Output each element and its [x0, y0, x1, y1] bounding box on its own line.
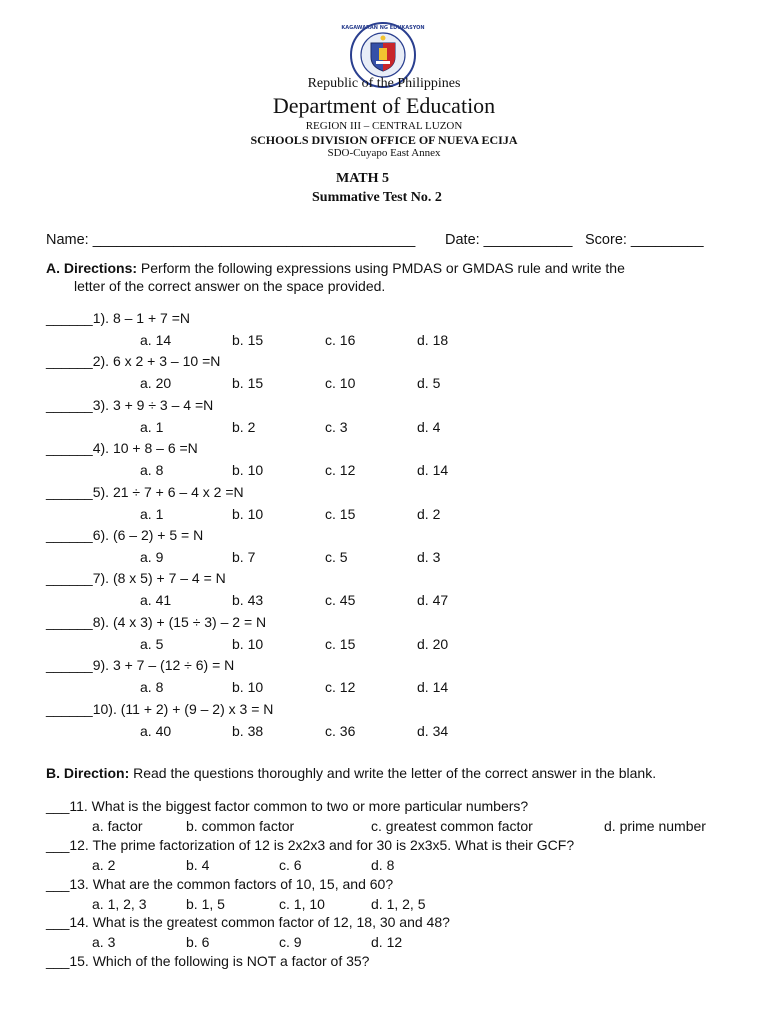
question-5-option-b: b. 10 — [232, 505, 264, 522]
question-10-option-b: b. 38 — [232, 722, 264, 739]
question-7[interactable]: ______7). (8 x 5) + 7 – 4 = N — [46, 570, 226, 587]
question-8-option-d: d. 20 — [417, 635, 449, 652]
question-12-option-a: a. 2 — [92, 856, 116, 873]
question-7-option-c: c. 45 — [325, 592, 356, 609]
question-12-option-c: c. 6 — [279, 856, 302, 873]
section-b-label: B. Direction: — [46, 765, 130, 781]
question-8-option-a: a. 5 — [140, 635, 164, 652]
question-12-option-d: d. 8 — [371, 856, 395, 873]
question-2-option-c: c. 10 — [325, 375, 356, 392]
question-11-option-b: b. common factor — [186, 818, 295, 834]
question-10[interactable]: ______10). (11 + 2) + (9 – 2) x 3 = N — [46, 700, 274, 717]
question-13-option-a: a. 1, 2, 3 — [92, 895, 147, 912]
header-annex: SDO-Cuyapo East Annex — [327, 147, 441, 159]
question-4-option-d: d. 14 — [417, 462, 449, 479]
question-11[interactable]: ___11. What is the biggest factor common to two or more particular numbers? — [46, 798, 529, 814]
name-field[interactable]: Name: ________________________________________ — [46, 232, 416, 248]
question-8[interactable]: ______8). (4 x 3) + (15 ÷ 3) – 2 = N — [46, 613, 267, 630]
question-4-option-c: c. 12 — [325, 462, 356, 479]
question-11-option-a: a. factor — [92, 818, 143, 834]
question-6-option-d: d. 3 — [417, 549, 441, 565]
question-1-option-a: a. 14 — [140, 332, 172, 348]
question-1-option-c: c. 16 — [325, 332, 356, 348]
section-a-text: Perform the following expressions using PMDAS or GMDAS rule and write the — [137, 260, 625, 276]
question-14-option-d: d. 12 — [371, 934, 403, 951]
question-14-option-c: c. 9 — [279, 934, 302, 951]
question-14-option-a: a. 3 — [92, 934, 116, 951]
question-14[interactable]: ___14. What is the greatest common factor of 12, 18, 30 and 48? — [46, 914, 450, 931]
question-9-option-c: c. 12 — [325, 679, 356, 696]
question-3-option-a: a. 1 — [140, 418, 164, 435]
question-7-option-b: b. 43 — [232, 592, 264, 609]
question-4[interactable]: ______4). 10 + 8 – 6 =N — [46, 440, 198, 457]
question-6-option-a: a. 9 — [140, 549, 164, 565]
question-10-option-d: d. 34 — [417, 722, 449, 739]
question-3-option-c: c. 3 — [325, 418, 348, 435]
test-title: Summative Test No. 2 — [312, 190, 442, 205]
question-11-option-d: d. prime number — [604, 818, 706, 834]
question-6-option-c: c. 5 — [325, 549, 348, 565]
question-12-option-b: b. 4 — [186, 856, 210, 873]
question-5-option-d: d. 2 — [417, 505, 441, 522]
header-region: REGION III – CENTRAL LUZON — [305, 120, 463, 132]
question-13-option-d: d. 1, 2, 5 — [371, 895, 426, 912]
question-13[interactable]: ___13. What are the common factors of 10, 15, and 60? — [46, 875, 394, 892]
question-9[interactable]: ______9). 3 + 7 – (12 ÷ 6) = N — [46, 657, 235, 674]
question-3-option-b: b. 2 — [232, 418, 256, 435]
question-3-option-d: d. 4 — [417, 418, 441, 435]
header-department: Department of Education — [272, 93, 496, 118]
question-4-option-a: a. 8 — [140, 462, 164, 479]
header-division: SCHOOLS DIVISION OFFICE OF NUEVA ECIJA — [250, 133, 518, 147]
question-6-option-b: b. 7 — [232, 549, 256, 565]
question-11-option-c: c. greatest common factor — [371, 818, 533, 834]
question-6[interactable]: ______6). (6 – 2) + 5 = N — [46, 527, 204, 543]
question-5[interactable]: ______5). 21 ÷ 7 + 6 – 4 x 2 =N — [46, 483, 244, 500]
header-republic: Republic of the Philippines — [307, 76, 461, 91]
question-1-option-b: b. 15 — [232, 332, 264, 348]
question-8-option-c: c. 15 — [325, 635, 356, 652]
question-1-option-d: d. 18 — [417, 332, 449, 348]
seal-text-top: KAGAWARAN NG EDUKASYON — [341, 25, 425, 31]
section-a-directions — [46, 260, 625, 276]
section-b-text: Read the questions thoroughly and write the letter of the correct answer in the blank. — [129, 765, 657, 781]
question-9-option-a: a. 8 — [140, 679, 164, 696]
question-4-option-b: b. 10 — [232, 462, 264, 479]
section-a-text-line2: letter of the correct answer on the space provided. — [74, 278, 386, 294]
question-12[interactable]: ___12. The prime factorization of 12 is 2x2x3 and for 30 is 2x3x5. What is their GCF? — [46, 836, 575, 853]
question-10-option-a: a. 40 — [140, 722, 172, 739]
question-5-option-a: a. 1 — [140, 505, 164, 522]
score-field[interactable]: Score: _________ — [585, 232, 704, 248]
question-2-option-a: a. 20 — [140, 375, 172, 392]
section-a-label: A. Directions: — [46, 260, 138, 276]
question-2[interactable]: ______2). 6 x 2 + 3 – 10 =N — [46, 353, 221, 370]
question-2-option-b: b. 15 — [232, 375, 264, 392]
question-13-option-b: b. 1, 5 — [186, 895, 225, 912]
question-3[interactable]: ______3). 3 + 9 ÷ 3 – 4 =N — [46, 396, 214, 413]
question-13-option-c: c. 1, 10 — [279, 895, 325, 912]
question-5-option-c: c. 15 — [325, 505, 356, 522]
question-7-option-a: a. 41 — [140, 592, 172, 609]
date-field[interactable]: Date: ___________ — [445, 232, 573, 248]
question-1[interactable]: ______1). 8 – 1 + 7 =N — [46, 310, 190, 326]
question-7-option-d: d. 47 — [417, 592, 449, 609]
question-2-option-d: d. 5 — [417, 375, 441, 392]
question-9-option-d: d. 14 — [417, 679, 449, 696]
question-14-option-b: b. 6 — [186, 934, 210, 951]
question-10-option-c: c. 36 — [325, 722, 356, 739]
subject-title: MATH 5 — [336, 171, 390, 186]
question-15[interactable]: ___15. Which of the following is NOT a factor of 35? — [46, 953, 370, 970]
question-8-option-b: b. 10 — [232, 635, 264, 652]
question-9-option-b: b. 10 — [232, 679, 264, 696]
section-b-directions — [46, 765, 656, 781]
